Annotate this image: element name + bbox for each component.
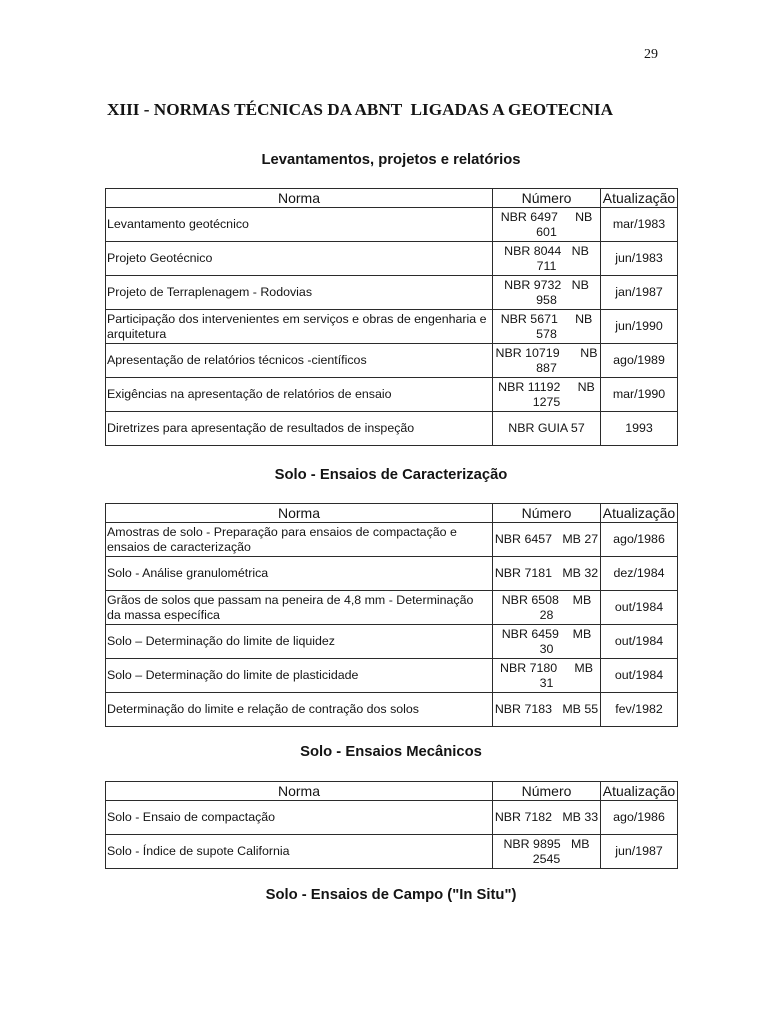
numero-cell xyxy=(493,344,601,378)
norma-cell xyxy=(106,378,493,412)
table-row xyxy=(106,412,678,446)
numero-text-line-2: 887 xyxy=(536,360,557,375)
numero-cell xyxy=(493,659,601,693)
norma-cell xyxy=(106,557,493,591)
numero-text: NBR 5671 NB xyxy=(500,311,593,326)
norma-text: Projeto de Terraplenagem - Rodovias xyxy=(107,285,313,299)
table-header-row xyxy=(106,189,678,208)
table-row xyxy=(106,801,678,835)
table-row xyxy=(106,276,678,310)
norma-text-line-2: da massa específica xyxy=(107,607,220,622)
table-row xyxy=(106,344,678,378)
numero-text: NBR 9895 MB xyxy=(503,836,590,851)
column-header-numero: Número xyxy=(493,504,601,523)
norma-text-line-2: arquitetura xyxy=(107,326,167,341)
table-row xyxy=(106,523,678,557)
column-header-numero: Número xyxy=(493,189,601,208)
numero-text-line-2: 958 xyxy=(536,292,557,307)
norma-text: Solo – Determinação do limite de plasticidade xyxy=(107,668,359,682)
section-heading-mecanicos: Solo - Ensaios Mecânicos xyxy=(300,744,482,760)
norma-text: Solo - Índice de supote California xyxy=(107,844,290,858)
table-row xyxy=(106,208,678,242)
norma-cell xyxy=(106,310,493,344)
norma-text: Diretrizes para apresentação de resultados de inspeção xyxy=(107,421,415,435)
norma-text: Participação dos intervenientes em serviços e obras de engenharia e xyxy=(107,311,487,326)
table-row xyxy=(106,625,678,659)
atualizacao-cell: out/1984 xyxy=(601,591,678,625)
numero-text-line-2: 711 xyxy=(536,258,557,273)
norma-text: Apresentação de relatórios técnicos -científicos xyxy=(107,353,367,367)
numero-text-line-2: 578 xyxy=(536,326,557,341)
standards-table-caracterizacao xyxy=(105,503,678,727)
numero-cell xyxy=(493,557,601,591)
norma-text: Grãos de solos que passam na peneira de 4,8 mm - Determinação xyxy=(107,592,474,607)
column-header-atualizacao: Atualização xyxy=(601,504,678,523)
atualizacao-cell: dez/1984 xyxy=(601,557,678,591)
atualizacao-cell: out/1984 xyxy=(601,659,678,693)
table-row xyxy=(106,835,678,869)
numero-text: NBR 9732 NB xyxy=(504,277,589,292)
norma-text: Exigências na apresentação de relatórios de ensaio xyxy=(107,387,392,401)
norma-text-line-2: ensaios de caracterização xyxy=(107,539,251,554)
standards-table-levantamentos xyxy=(105,188,678,446)
table-header-row xyxy=(106,504,678,523)
atualizacao-cell: ago/1986 xyxy=(601,523,678,557)
numero-cell xyxy=(493,835,601,869)
column-header-atualizacao: Atualização xyxy=(601,782,678,801)
atualizacao-cell: jun/1987 xyxy=(601,835,678,869)
numero-cell xyxy=(493,310,601,344)
numero-text: NBR 8044 NB xyxy=(504,243,589,258)
numero-text: NBR 6457 MB 27 xyxy=(494,532,599,546)
standards-table-mecanicos xyxy=(105,781,678,869)
numero-text-line-2: 28 xyxy=(539,607,554,622)
numero-text: NBR 7181 MB 32 xyxy=(494,566,599,580)
table-row xyxy=(106,591,678,625)
norma-cell xyxy=(106,693,493,727)
numero-cell xyxy=(493,412,601,446)
table-row xyxy=(106,659,678,693)
numero-text: NBR 11192 NB xyxy=(498,379,595,394)
numero-cell xyxy=(493,242,601,276)
norma-text: Levantamento geotécnico xyxy=(107,217,249,231)
section-heading-levantamentos: Levantamentos, projetos e relatórios xyxy=(261,152,521,168)
norma-text: Solo – Determinação do limite de liquidez xyxy=(107,634,335,648)
atualizacao-cell: mar/1983 xyxy=(601,208,678,242)
norma-cell xyxy=(106,208,493,242)
column-header-norma: Norma xyxy=(106,504,493,523)
norma-text: Solo - Ensaio de compactação xyxy=(107,810,276,824)
document-title: XIII - NORMAS TÉCNICAS DA ABNT LIGADAS A GEOTECNIA xyxy=(107,100,614,119)
column-header-numero: Número xyxy=(493,782,601,801)
atualizacao-cell: jun/1983 xyxy=(601,242,678,276)
norma-text: Determinação do limite e relação de contração dos solos xyxy=(107,702,419,716)
numero-text: NBR 10719 NB xyxy=(495,345,598,360)
section-heading-campo: Solo - Ensaios de Campo ("In Situ") xyxy=(265,887,517,903)
numero-cell xyxy=(493,208,601,242)
numero-text-line-2: 30 xyxy=(539,641,554,656)
atualizacao-cell: 1993 xyxy=(601,412,678,446)
numero-text: NBR 6497 NB xyxy=(500,209,593,224)
column-header-norma: Norma xyxy=(106,782,493,801)
numero-text-line-2: 31 xyxy=(539,675,554,690)
norma-cell xyxy=(106,412,493,446)
numero-cell xyxy=(493,523,601,557)
column-header-atualizacao: Atualização xyxy=(601,189,678,208)
norma-text: Amostras de solo - Preparação para ensaios de compactação e xyxy=(107,524,457,539)
numero-text-line-2: 2545 xyxy=(532,851,561,866)
table-row xyxy=(106,310,678,344)
norma-text: Projeto Geotécnico xyxy=(107,251,213,265)
numero-cell xyxy=(493,591,601,625)
numero-cell xyxy=(493,801,601,835)
table-row xyxy=(106,378,678,412)
atualizacao-cell: out/1984 xyxy=(601,625,678,659)
norma-cell xyxy=(106,801,493,835)
table-row xyxy=(106,242,678,276)
norma-cell xyxy=(106,659,493,693)
atualizacao-cell: jun/1990 xyxy=(601,310,678,344)
norma-text: Solo - Análise granulométrica xyxy=(107,566,269,580)
numero-text: NBR 7183 MB 55 xyxy=(494,702,599,716)
column-header-norma: Norma xyxy=(106,189,493,208)
numero-cell xyxy=(493,276,601,310)
table-header-row xyxy=(106,782,678,801)
numero-text: NBR GUIA 57 xyxy=(508,421,585,435)
numero-cell xyxy=(493,693,601,727)
atualizacao-cell: jan/1987 xyxy=(601,276,678,310)
norma-cell xyxy=(106,835,493,869)
atualizacao-cell: fev/1982 xyxy=(601,693,678,727)
numero-text: NBR 6459 MB xyxy=(501,626,592,641)
page-number: 29 xyxy=(644,47,658,62)
norma-cell xyxy=(106,523,493,557)
norma-cell xyxy=(106,276,493,310)
norma-cell xyxy=(106,625,493,659)
atualizacao-cell: ago/1986 xyxy=(601,801,678,835)
numero-cell xyxy=(493,378,601,412)
table-row xyxy=(106,693,678,727)
atualizacao-cell: mar/1990 xyxy=(601,378,678,412)
table-row xyxy=(106,557,678,591)
numero-text: NBR 6508 MB xyxy=(501,592,592,607)
numero-cell xyxy=(493,625,601,659)
numero-text: NBR 7182 MB 33 xyxy=(494,810,599,824)
numero-text-line-2: 1275 xyxy=(532,394,561,409)
numero-text: NBR 7180 MB xyxy=(500,660,593,675)
norma-cell xyxy=(106,591,493,625)
numero-text-line-2: 601 xyxy=(536,224,557,239)
norma-cell xyxy=(106,242,493,276)
section-heading-caracterizacao: Solo - Ensaios de Caracterização xyxy=(274,467,508,483)
norma-cell xyxy=(106,344,493,378)
atualizacao-cell: ago/1989 xyxy=(601,344,678,378)
